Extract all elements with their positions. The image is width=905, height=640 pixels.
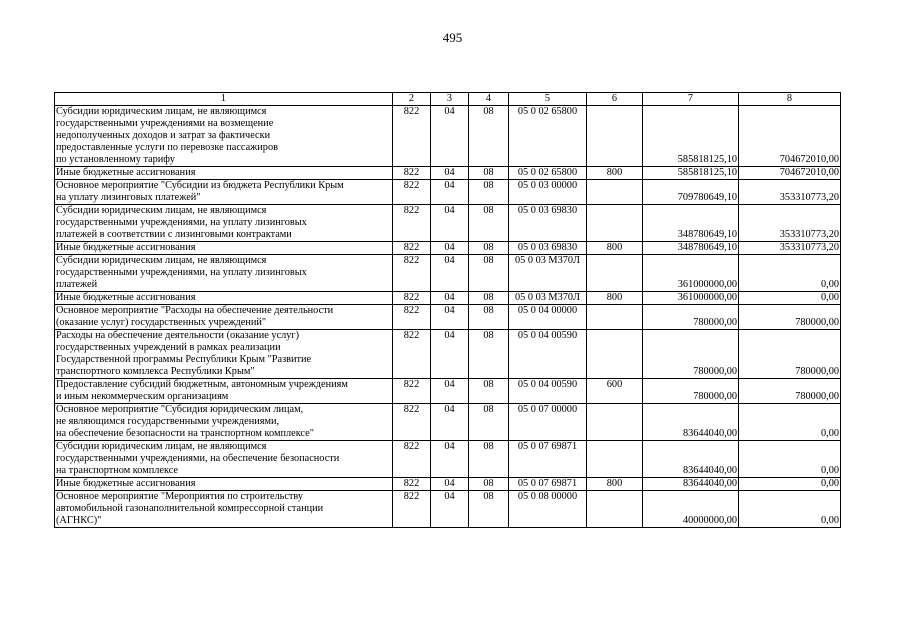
expense-type-cell: 800	[587, 167, 643, 180]
amount-year2-cell: 780000,00	[739, 379, 841, 404]
row-name-cell	[55, 205, 393, 242]
subsection-code-cell: 08	[469, 106, 509, 167]
expense-type-cell	[587, 491, 643, 528]
row-name-line: государственными учреждениями, на уплату лизинговых	[56, 267, 307, 278]
row-name-line: предоставленные услуги по перевозке пассажиров	[56, 142, 278, 153]
row-name-cell	[55, 478, 393, 491]
target-article-cell: 05 0 03 М370Л	[509, 255, 587, 292]
admin-code-cell: 822	[393, 379, 431, 404]
page-number: 495	[442, 30, 463, 45]
table-row	[55, 491, 841, 528]
row-name-line: Субсидии юридическим лицам, не являющимся	[56, 255, 267, 266]
row-name-line: Субсидии юридическим лицам, не являющимся	[56, 205, 267, 216]
target-article-cell: 05 0 02 65800	[509, 106, 587, 167]
subsection-code-cell: 08	[469, 242, 509, 255]
table-row	[55, 167, 841, 180]
target-article-cell: 05 0 07 00000	[509, 404, 587, 441]
table-row	[55, 330, 841, 379]
row-name-cell	[55, 305, 393, 330]
amount-year1-cell: 83644040,00	[643, 478, 739, 491]
admin-code-cell: 822	[393, 478, 431, 491]
table-row	[55, 292, 841, 305]
row-name-line: Субсидии юридическим лицам, не являющимся	[56, 106, 267, 117]
budget-table	[54, 92, 841, 528]
amount-year2-cell: 780000,00	[739, 305, 841, 330]
subsection-code-cell: 08	[469, 379, 509, 404]
amount-year2-cell: 353310773,20	[739, 205, 841, 242]
row-name-line: Основное мероприятие "Субсидии из бюджета Республики Крым	[56, 180, 344, 191]
row-name-line: Иные бюджетные ассигнования	[56, 167, 196, 178]
target-article-cell: 05 0 04 00590	[509, 379, 587, 404]
row-name-line: (АГНКС)"	[56, 515, 102, 526]
target-article-cell: 05 0 08 00000	[509, 491, 587, 528]
row-name-line: Расходы на обеспечение деятельности (оказание услуг)	[56, 330, 300, 341]
target-article-cell: 05 0 03 69830	[509, 205, 587, 242]
amount-year1-cell: 348780649,10	[643, 205, 739, 242]
section-code-cell: 04	[431, 478, 469, 491]
section-code-cell: 04	[431, 205, 469, 242]
section-code-cell: 04	[431, 167, 469, 180]
table-row	[55, 305, 841, 330]
row-name-line: автомобильной газонаполнительной компрессорной станции	[56, 503, 324, 514]
section-code-cell: 04	[431, 305, 469, 330]
row-name-line: государственными учреждениями, на обеспечение безопасности	[56, 453, 340, 464]
expense-type-cell: 800	[587, 292, 643, 305]
amount-year1-cell: 709780649,10	[643, 180, 739, 205]
row-name-line: на обеспечение безопасности на транспортном комплексе"	[56, 428, 314, 439]
header-cell: 8	[739, 93, 841, 106]
amount-year2-cell: 704672010,00	[739, 106, 841, 167]
table-body	[55, 93, 841, 528]
row-name-line: государственных учреждений в рамках реализации	[56, 342, 281, 353]
expense-type-cell: 800	[587, 478, 643, 491]
row-name-line: на транспортном комплексе	[56, 465, 178, 476]
row-name-line: Иные бюджетные ассигнования	[56, 292, 196, 303]
target-article-cell: 05 0 02 65800	[509, 167, 587, 180]
target-article-cell: 05 0 07 69871	[509, 441, 587, 478]
subsection-code-cell: 08	[469, 305, 509, 330]
row-name-cell	[55, 404, 393, 441]
row-name-cell	[55, 491, 393, 528]
amount-year1-cell: 361000000,00	[643, 255, 739, 292]
row-name-line: Субсидии юридическим лицам, не являющимся	[56, 441, 267, 452]
amount-year2-cell: 0,00	[739, 478, 841, 491]
header-cell: 6	[587, 93, 643, 106]
row-name-line: транспортного комплекса Республики Крым"	[56, 366, 255, 377]
subsection-code-cell: 08	[469, 205, 509, 242]
admin-code-cell: 822	[393, 255, 431, 292]
subsection-code-cell: 08	[469, 180, 509, 205]
row-name-line: Иные бюджетные ассигнования	[56, 242, 196, 253]
table-row	[55, 441, 841, 478]
header-cell: 7	[643, 93, 739, 106]
header-cell: 4	[469, 93, 509, 106]
row-name-line: Иные бюджетные ассигнования	[56, 478, 196, 489]
table-header-row	[55, 93, 841, 106]
section-code-cell: 04	[431, 255, 469, 292]
row-name-line: платежей	[56, 279, 98, 290]
row-name-cell	[55, 441, 393, 478]
subsection-code-cell: 08	[469, 292, 509, 305]
header-cell: 1	[55, 93, 393, 106]
subsection-code-cell: 08	[469, 255, 509, 292]
amount-year2-cell: 0,00	[739, 441, 841, 478]
section-code-cell: 04	[431, 404, 469, 441]
table-row	[55, 106, 841, 167]
amount-year1-cell: 83644040,00	[643, 404, 739, 441]
target-article-cell: 05 0 04 00000	[509, 305, 587, 330]
row-name-line: не являющимся государственными учреждениями,	[56, 416, 280, 427]
expense-type-cell	[587, 305, 643, 330]
admin-code-cell: 822	[393, 292, 431, 305]
row-name-cell	[55, 330, 393, 379]
admin-code-cell: 822	[393, 491, 431, 528]
row-name-cell	[55, 106, 393, 167]
amount-year2-cell: 0,00	[739, 292, 841, 305]
row-name-line: платежей в соответствии с лизинговыми контрактами	[56, 229, 292, 240]
expense-type-cell: 800	[587, 242, 643, 255]
subsection-code-cell: 08	[469, 404, 509, 441]
subsection-code-cell: 08	[469, 167, 509, 180]
section-code-cell: 04	[431, 441, 469, 478]
row-name-line: недополученных доходов и затрат за фактически	[56, 130, 271, 141]
amount-year2-cell: 353310773,20	[739, 242, 841, 255]
amount-year1-cell: 348780649,10	[643, 242, 739, 255]
amount-year2-cell: 704672010,00	[739, 167, 841, 180]
row-name-line: Основное мероприятие "Субсидия юридическим лицам,	[56, 404, 304, 415]
row-name-line: и иным некоммерческим организациям	[56, 391, 229, 402]
table-row	[55, 242, 841, 255]
target-article-cell: 05 0 03 М370Л	[509, 292, 587, 305]
amount-year1-cell: 780000,00	[643, 379, 739, 404]
row-name-line: (оказание услуг) государственных учреждений"	[56, 317, 267, 328]
row-name-cell	[55, 255, 393, 292]
expense-type-cell: 600	[587, 379, 643, 404]
row-name-cell	[55, 292, 393, 305]
row-name-cell	[55, 379, 393, 404]
row-name-cell	[55, 180, 393, 205]
row-name-line: Предоставление субсидий бюджетным, автономным учреждениям	[56, 379, 348, 390]
amount-year2-cell: 780000,00	[739, 330, 841, 379]
target-article-cell: 05 0 04 00590	[509, 330, 587, 379]
expense-type-cell	[587, 106, 643, 167]
table-row	[55, 255, 841, 292]
target-article-cell: 05 0 03 69830	[509, 242, 587, 255]
admin-code-cell: 822	[393, 106, 431, 167]
amount-year2-cell: 0,00	[739, 404, 841, 441]
amount-year1-cell: 40000000,00	[643, 491, 739, 528]
table-row	[55, 478, 841, 491]
expense-type-cell	[587, 404, 643, 441]
expense-type-cell	[587, 330, 643, 379]
row-name-line: Основное мероприятие "Мероприятия по строительству	[56, 491, 304, 502]
header-cell: 5	[509, 93, 587, 106]
section-code-cell: 04	[431, 106, 469, 167]
amount-year1-cell: 585818125,10	[643, 106, 739, 167]
row-name-line: государственными учреждениями, на уплату лизинговых	[56, 217, 307, 228]
row-name-line: Государственной программы Республики Крым "Развитие	[56, 354, 312, 365]
subsection-code-cell: 08	[469, 491, 509, 528]
table-row	[55, 379, 841, 404]
admin-code-cell: 822	[393, 242, 431, 255]
amount-year1-cell: 361000000,00	[643, 292, 739, 305]
target-article-cell: 05 0 03 00000	[509, 180, 587, 205]
row-name-cell	[55, 242, 393, 255]
expense-type-cell	[587, 441, 643, 478]
expense-type-cell	[587, 180, 643, 205]
section-code-cell: 04	[431, 242, 469, 255]
amount-year1-cell: 780000,00	[643, 330, 739, 379]
amount-year2-cell: 353310773,20	[739, 180, 841, 205]
row-name-line: на уплату лизинговых платежей"	[56, 192, 201, 203]
admin-code-cell: 822	[393, 205, 431, 242]
amount-year1-cell: 780000,00	[643, 305, 739, 330]
admin-code-cell: 822	[393, 330, 431, 379]
subsection-code-cell: 08	[469, 478, 509, 491]
row-name-cell	[55, 167, 393, 180]
amount-year2-cell: 0,00	[739, 255, 841, 292]
table-row	[55, 205, 841, 242]
section-code-cell: 04	[431, 180, 469, 205]
subsection-code-cell: 08	[469, 441, 509, 478]
row-name-line: по установленному тарифу	[56, 154, 175, 165]
target-article-cell: 05 0 07 69871	[509, 478, 587, 491]
row-name-line: государственными учреждениями на возмещение	[56, 118, 274, 129]
section-code-cell: 04	[431, 330, 469, 379]
amount-year1-cell: 83644040,00	[643, 441, 739, 478]
expense-type-cell	[587, 205, 643, 242]
section-code-cell: 04	[431, 379, 469, 404]
table-row	[55, 404, 841, 441]
header-cell: 2	[393, 93, 431, 106]
admin-code-cell: 822	[393, 305, 431, 330]
subsection-code-cell: 08	[469, 330, 509, 379]
amount-year1-cell: 585818125,10	[643, 167, 739, 180]
admin-code-cell: 822	[393, 441, 431, 478]
admin-code-cell: 822	[393, 167, 431, 180]
admin-code-cell: 822	[393, 180, 431, 205]
row-name-line: Основное мероприятие "Расходы на обеспечение деятельности	[56, 305, 334, 316]
section-code-cell: 04	[431, 292, 469, 305]
section-code-cell: 04	[431, 491, 469, 528]
expense-type-cell	[587, 255, 643, 292]
header-cell: 3	[431, 93, 469, 106]
admin-code-cell: 822	[393, 404, 431, 441]
amount-year2-cell: 0,00	[739, 491, 841, 528]
table-row	[55, 180, 841, 205]
